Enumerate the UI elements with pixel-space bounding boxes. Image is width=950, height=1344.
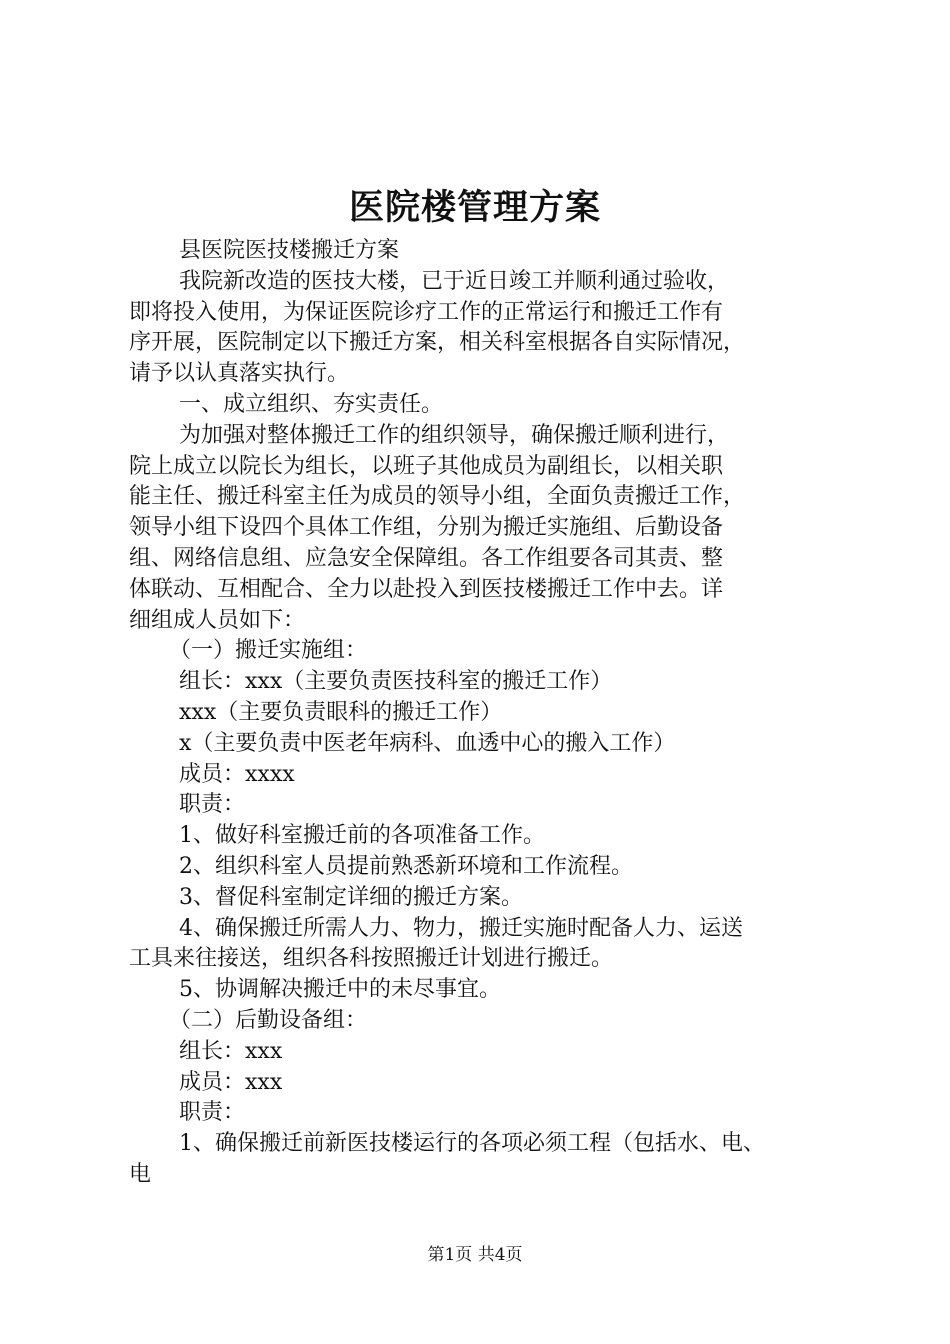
document-title: 医院楼管理方案 [348, 187, 601, 228]
paragraph-line: 职责： [179, 1100, 246, 1126]
paragraph-line: 组长：xxx [179, 1038, 283, 1064]
page-footer: 第1页 共4页 [427, 1245, 523, 1265]
document-body [129, 236, 849, 1191]
paragraph-line: 县医院医技楼搬迁方案 [179, 238, 400, 263]
list-item: 3、督促科室制定详细的搬迁方案。 [179, 884, 523, 910]
paragraph-line: xxx（主要负责眼科的搬迁工作） [179, 699, 503, 725]
paragraph-line: 职责： [179, 792, 246, 818]
list-item: 1、做好科室搬迁前的各项准备工作。 [179, 823, 545, 849]
paragraph-line: 电 [129, 1161, 152, 1187]
paragraph-line: 体联动、互相配合、全力以赴投入到医技楼搬迁工作中去。详 [129, 576, 724, 602]
paragraph-line: 细组成人员如下： [129, 607, 306, 633]
list-item: 5、协调解决搬迁中的未尽事宜。 [179, 977, 501, 1003]
paragraph-line: 序开展，医院制定以下搬迁方案，相关科室根据各自实际情况， [129, 330, 746, 356]
paragraph-line: 即将投入使用，为保证医院诊疗工作的正常运行和搬迁工作有 [129, 299, 724, 325]
paragraph-line: 成员：xxxx [179, 761, 295, 787]
paragraph-line: 工具来往接送，组织各科按照搬迁计划进行搬迁。 [129, 946, 614, 972]
paragraph-line: x（主要负责中医老年病科、血透中心的搬入工作） [179, 730, 676, 756]
paragraph-line: 领导小组下设四个具体工作组，分别为搬迁实施组、后勤设备 [129, 515, 724, 541]
paragraph-line: 我院新改造的医技大楼，已于近日竣工并顺利通过验收， [179, 268, 730, 294]
paragraph-line: 组长：xxx（主要负责医技科室的搬迁工作） [179, 669, 613, 695]
subsection-heading: （一）搬迁实施组： [169, 638, 368, 664]
paragraph-line: 院上成立以院长为组长，以班子其他成员为副组长，以相关职 [129, 453, 724, 479]
section-heading: 一、成立组织、夯实责任。 [179, 391, 444, 417]
list-item: 2、组织科室人员提前熟悉新环境和工作流程。 [179, 853, 633, 879]
list-item: 1、确保搬迁前新医技楼运行的各项必须工程（包括水、电、 [179, 1131, 765, 1157]
list-item: 4、确保搬迁所需人力、物力，搬迁实施时配备人力、运送 [179, 915, 743, 941]
paragraph-line: 能主任、搬迁科室主任为成员的领导小组，全面负责搬迁工作， [129, 484, 746, 510]
paragraph-line: 为加强对整体搬迁工作的组织领导，确保搬迁顺利进行， [179, 422, 730, 448]
paragraph-line: 组、网络信息组、应急安全保障组。各工作组要各司其责、整 [129, 545, 724, 571]
paragraph-line: 请予以认真落实执行。 [129, 361, 350, 387]
paragraph-line: 成员：xxx [179, 1069, 283, 1095]
subsection-heading: （二）后勤设备组： [169, 1007, 368, 1033]
